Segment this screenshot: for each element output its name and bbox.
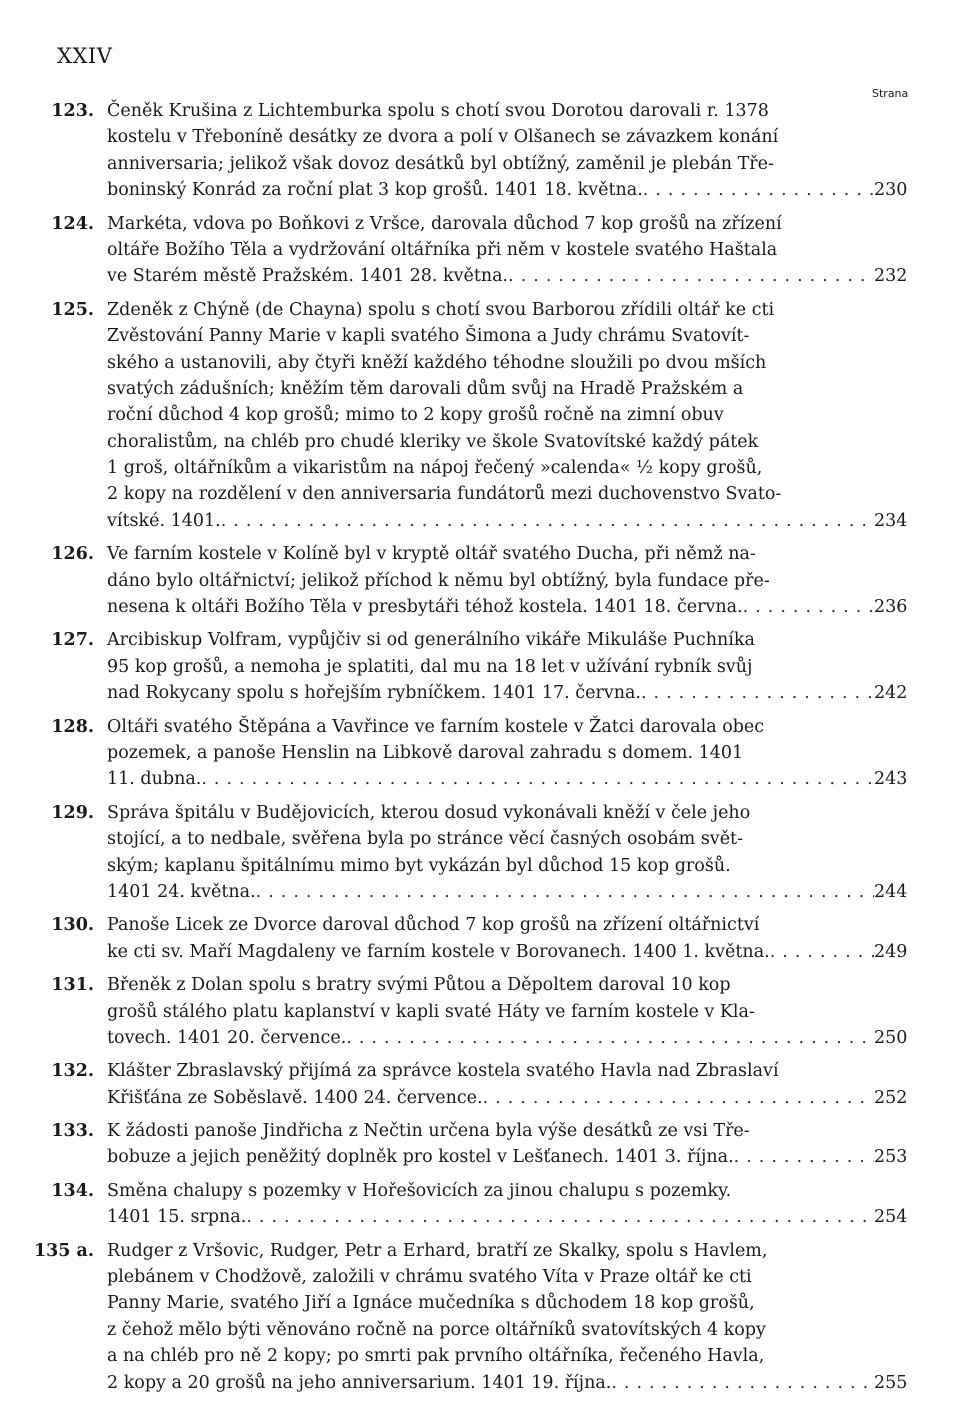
dot-leader <box>221 508 874 534</box>
entry-text-line: roční důchod 4 kop grošů; mimo to 2 kopy grošů ročně na zimní obuv <box>107 405 724 426</box>
entry-page-number: 252 <box>874 1087 908 1108</box>
entry-text-line: kostelu v Třeboníně desátky ze dvora a polí v Olšanech se závazkem konání <box>107 127 779 148</box>
entry-text-line: tovech. 1401 20. července. ..... 250 <box>0 1025 960 1051</box>
dot-leader <box>346 1025 874 1051</box>
entry-text-line: pozemek, a panoše Henslin na Libkově daroval zahradu s domem. 1401 <box>107 742 744 763</box>
entry-text-line: grošů stálého platu kaplanství v kapli svaté Háty ve farním kostele v Kla- <box>107 1001 755 1022</box>
dot-leader <box>770 939 874 965</box>
entry-text-line: K žádosti panoše Jindřicha z Nečtin určena byla výše desátků ze vsi Tře- <box>107 1121 750 1142</box>
entry-number: 126. <box>51 544 94 565</box>
entry-text-line: 95 kop grošů, a nemoha je splatiti, dal mu na 18 let v užívání rybník svůj <box>107 656 753 677</box>
entry-page-number: 249 <box>874 941 908 962</box>
entry-text-line: boninský Konrád za roční plat 3 kop grošů. 1401 18. května. ..... 230 <box>0 177 960 203</box>
entry-text-line: Markéta, vdova po Boňkovi z Vršce, darovala důchod 7 kop grošů na zřízení <box>107 213 782 234</box>
dot-leader <box>641 680 874 706</box>
entry-text-line: 1401 24. května. ..... 244 <box>0 879 960 905</box>
entry-text-line: Zvěstování Panny Marie v kapli svatého Šimona a Judy chrámu Svatovít- <box>107 326 750 347</box>
entry-text-line: plebánem v Chodžově, založili v chrámu svatého Víta v Praze oltář ke cti <box>107 1267 752 1288</box>
entry-text-line: Ve farním kostele v Kolíně byl v kryptě oltář svatého Ducha, při němž na- <box>107 544 756 565</box>
entry-text-line: 11. dubna. ..... 243 <box>0 766 960 792</box>
entry-text-line: 1 groš, oltářníkům a vikaristům na nápoj řečený »calenda« ½ kopy grošů, <box>107 458 763 479</box>
entry-number: 130. <box>51 915 94 936</box>
entry-text-line: 1401 15. srpna. ..... 254 <box>0 1204 960 1230</box>
dot-leader <box>734 1144 874 1170</box>
list-item <box>0 800 960 906</box>
entry-page-number: 255 <box>874 1372 908 1393</box>
entry-page-number: 234 <box>874 510 908 531</box>
entry-text-line: oltáře Božího Těla a vydržování oltářníka při něm v kostele svatého Haštala <box>107 239 778 260</box>
list-item <box>0 912 960 965</box>
list-item <box>0 1118 960 1171</box>
dot-leader <box>508 263 874 289</box>
entry-page-number: 250 <box>874 1027 908 1048</box>
entry-text-line: Arcibiskup Volfram, vypůjčiv si od generálního vikáře Mikuláše Puchníka <box>107 630 755 651</box>
entry-text-line: ským; kaplanu špitálnímu mimo byt vykázán byl důchod 15 kop grošů. <box>107 855 731 876</box>
entry-text-line: ve Starém městě Pražském. 1401 28. května. ..... 232 <box>0 263 960 289</box>
list-item <box>0 297 960 535</box>
entry-text-line: svatých zádušních; kněžím těm darovali dům svůj na Hradě Pražském a <box>107 378 744 399</box>
entry-text-line: a na chléb pro ně 2 kopy; po smrti pak prvního oltářníka, řečeného Havla, <box>107 1346 765 1367</box>
table-of-contents <box>0 98 960 1403</box>
entry-text-line: Oltáři svatého Štěpána a Vavřince ve farním kostele v Žatci darovala obec <box>107 716 765 737</box>
entry-text-line: Směna chalupy s pozemky v Hořešovicích za jinou chalupu s pozemky. <box>107 1180 732 1201</box>
entry-text-line: Panny Marie, svatého Jiří a Ignáce mučedníka s důchodem 18 kop grošů, <box>107 1293 755 1314</box>
entry-page-number: 243 <box>874 769 908 790</box>
entry-text-line: Rudger z Vršovic, Rudger, Petr a Erhard, bratří ze Skalky, spolu s Havlem, <box>107 1240 768 1261</box>
entry-number: 127. <box>51 630 94 651</box>
list-item <box>0 627 960 706</box>
entry-number: 128. <box>51 716 94 737</box>
dot-leader <box>743 594 874 620</box>
list-item <box>0 972 960 1051</box>
dot-leader <box>483 1085 874 1111</box>
dot-leader <box>201 766 874 792</box>
entry-text-line: Břeněk z Dolan spolu s bratry svými Půtou a Děpoltem daroval 10 kop <box>107 975 731 996</box>
list-item <box>0 714 960 793</box>
dot-leader <box>256 879 874 905</box>
entry-text-line: dáno bylo oltářnictví; jelikož příchod k němu byl obtížný, byla fundace pře- <box>107 570 770 591</box>
dot-leader <box>643 177 874 203</box>
entry-number: 134. <box>51 1180 94 1201</box>
entry-text-line: Čeněk Krušina z Lichtemburka spolu s chotí svou Dorotou darovali r. 1378 <box>107 101 769 121</box>
entry-text-line: Křišťána ze Soběslavě. 1400 24. července. ..... 252 <box>0 1085 960 1111</box>
entry-page-number: 230 <box>874 180 908 201</box>
entry-text-line: choralistům, na chléb pro chudé kleriky ve škole Svatovítské každý pátek <box>107 431 759 452</box>
dot-leader <box>246 1204 874 1230</box>
list-item <box>0 1178 960 1231</box>
entry-text-line: bobuze a jejich peněžitý doplněk pro kostel v Lešťanech. 1401 3. října. ..... 253 <box>0 1144 960 1170</box>
entry-number: 133. <box>51 1121 94 1142</box>
entry-text-line: 2 kopy na rozdělení v den anniversaria fundátorů mezi duchovenstvo Svato- <box>107 484 782 505</box>
entry-text-line: Zdeněk z Chýně (de Chayna) spolu s chotí svou Barborou zřídili oltář ke cti <box>107 299 775 320</box>
entry-text-line: nesena k oltáři Božího Těla v presbytáři téhož kostela. 1401 18. června. ..... 236 <box>0 594 960 620</box>
entry-text-line: anniversaria; jelikož však dovoz desátků byl obtížný, zaměnil je plebán Tře- <box>107 153 774 174</box>
entry-number: 124. <box>51 213 94 234</box>
list-item <box>0 98 960 204</box>
entry-page-number: 242 <box>874 683 908 704</box>
entry-text-line: 2 kopy a 20 grošů na jeho anniversarium. 1401 19. října. ..... 255 <box>0 1370 960 1396</box>
entry-number: 132. <box>51 1061 94 1082</box>
list-item <box>0 1058 960 1111</box>
list-item <box>0 211 960 290</box>
entry-page-number: 232 <box>874 266 908 287</box>
entry-text-line: nad Rokycany spolu s hořejším rybníčkem. 1401 17. června. ..... 242 <box>0 680 960 706</box>
entry-number: 123. <box>51 101 94 121</box>
entry-text-line: Klášter Zbraslavský přijímá za správce kostela svatého Havla nad Zbraslaví <box>107 1061 779 1082</box>
entry-number: 129. <box>51 802 94 823</box>
entry-number: 135 a. <box>33 1240 94 1261</box>
list-item <box>0 541 960 620</box>
entry-page-number: 236 <box>874 597 908 618</box>
entry-text-line: ského a ustanovili, aby čtyři kněží každého téhodne sloužili po dvou mších <box>107 352 767 373</box>
entry-page-number: 254 <box>874 1207 908 1228</box>
dot-leader <box>611 1370 874 1396</box>
entry-page-number: 253 <box>874 1147 908 1168</box>
entry-text-line: z čehož mělo býti věnováno ročně na porce oltářníků svatovítských 4 kopy <box>107 1319 766 1340</box>
page-column-heading: Strana <box>872 87 909 100</box>
entry-text-line: stojící, a to nedbale, svěřena byla po stránce věcí časných osobám svět- <box>107 829 743 850</box>
entry-page-number: 244 <box>874 881 908 902</box>
entry-text-line: Správa špitálu v Budějovicích, kterou dosud vykonávali kněží v čele jeho <box>107 802 751 823</box>
entry-text-line: ke cti sv. Maří Magdaleny ve farním kostele v Borovanech. 1400 1. května. ..... 249 <box>0 939 960 965</box>
entry-number: 131. <box>51 975 94 996</box>
page-number-label: XXIV <box>57 44 113 68</box>
list-item <box>0 1238 960 1396</box>
entry-number: 125. <box>51 299 94 320</box>
entry-text-line: Panoše Licek ze Dvorce daroval důchod 7 kop grošů na zřízení oltářnictví <box>107 915 760 936</box>
entry-text-line: vítské. 1401. ..... 234 <box>0 508 960 534</box>
